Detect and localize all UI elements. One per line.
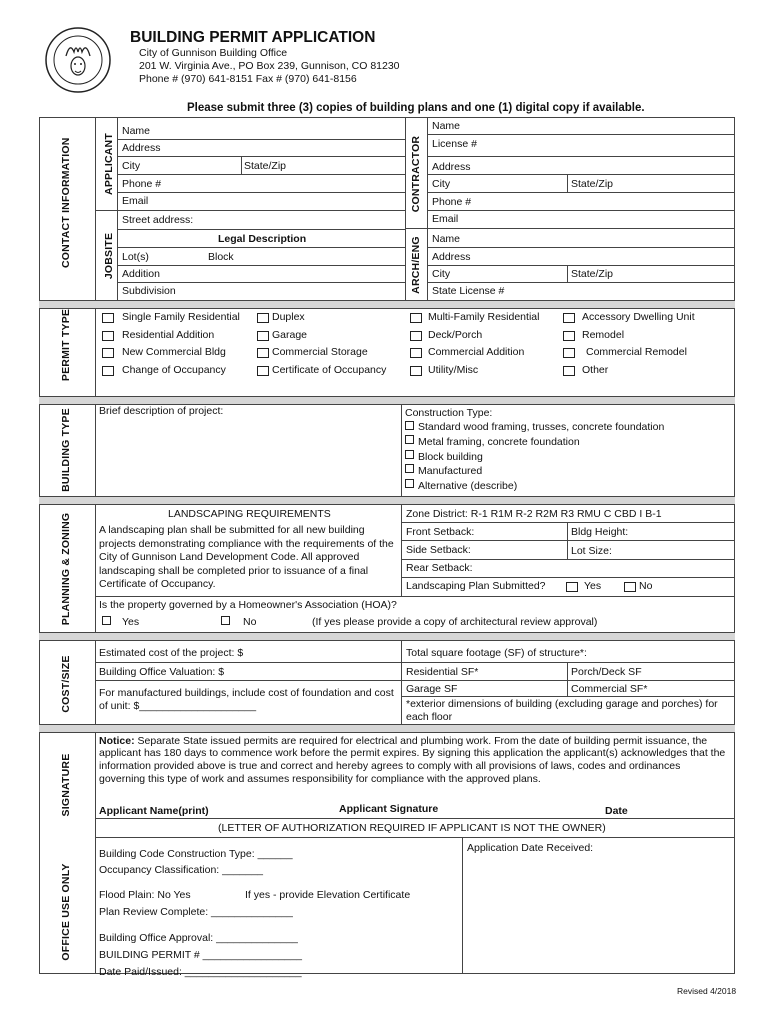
- applicant-label: APPLICANT: [103, 133, 115, 195]
- manufactured-cost-text: For manufactured buildings, include cost of foundation and cost: [99, 687, 394, 699]
- applicant-phone-field[interactable]: Phone #: [122, 178, 162, 190]
- office-approval: Building Office Approval: ______________: [99, 932, 298, 944]
- contractor-email-field[interactable]: Email: [432, 213, 459, 225]
- checkbox-hoa-yes[interactable]: [102, 616, 111, 625]
- section-label-cost: COST/SIZE: [60, 655, 72, 713]
- contractor-label: CONTRACTOR: [410, 135, 422, 213]
- office-address: 201 W. Virginia Ave., PO Box 239, Gunnison, CO 81230: [139, 60, 400, 72]
- applicant-address-field[interactable]: Address: [122, 142, 161, 154]
- checkbox-wood-framing[interactable]: [405, 421, 414, 430]
- section-label-building: BUILDING TYPE: [60, 408, 72, 492]
- office-flood-plain: Flood Plain: No Yes: [99, 889, 191, 901]
- applicant-email-field[interactable]: Email: [122, 195, 149, 207]
- permit-option-label: Commercial Remodel: [586, 346, 687, 358]
- checkbox-landscaping-no[interactable]: [624, 582, 636, 592]
- checkbox-single-family[interactable]: [102, 313, 114, 323]
- construction-option: Standard wood framing, trusses, concrete foundation: [418, 421, 665, 433]
- brief-description-label: Brief description of project:: [99, 405, 224, 417]
- hoa-yes-label: Yes: [122, 616, 140, 628]
- office-permit-number: BUILDING PERMIT # _________________: [99, 949, 302, 961]
- applicant-city-field[interactable]: City: [122, 160, 141, 172]
- jobsite-block-field[interactable]: Block: [208, 251, 234, 263]
- page-title: BUILDING PERMIT APPLICATION: [130, 29, 376, 46]
- contractor-phone-field[interactable]: Phone #: [432, 196, 472, 208]
- side-setback-field[interactable]: Side Setback:: [406, 544, 471, 556]
- applicant-signature-label[interactable]: Applicant Signature: [339, 803, 439, 815]
- permit-option-label: New Commercial Bldg: [122, 346, 226, 358]
- landscaping-yes-label: Yes: [584, 580, 602, 592]
- section-label-office: OFFICE USE ONLY: [60, 863, 72, 961]
- section-divider: [39, 632, 735, 641]
- permit-option-label: Garage: [272, 329, 308, 341]
- checkbox-garage[interactable]: [257, 331, 269, 341]
- bldg-height-field[interactable]: Bldg Height:: [571, 526, 629, 538]
- section-divider: [39, 496, 735, 505]
- legal-description-label: Legal Description: [218, 233, 307, 245]
- section-divider: [39, 396, 735, 405]
- section-divider: [39, 300, 735, 309]
- checkbox-alternative[interactable]: [405, 479, 414, 488]
- checkbox-utility-misc[interactable]: [410, 366, 422, 376]
- porch-sf-field[interactable]: Porch/Deck SF: [571, 666, 642, 678]
- revised-date: Revised 4/2018: [677, 986, 737, 996]
- permit-option-label: Accessory Dwelling Unit: [582, 311, 695, 323]
- landscaping-submitted-label: Landscaping Plan Submitted?: [406, 580, 546, 592]
- permit-option-label: Other: [582, 364, 609, 376]
- zone-district-field[interactable]: Zone District: R-1 R1M R-2 R2M R3 RMU C CBD I B-1: [406, 508, 662, 520]
- checkbox-landscaping-yes[interactable]: [566, 582, 578, 592]
- landscaping-text: projects demonstrating compliance with the requirements of the: [99, 538, 394, 550]
- notice-line: applicant has 180 days to commence work before the permit expires. By signing this application the applicant(s) acknowledges that the: [99, 747, 726, 759]
- checkbox-deck-porch[interactable]: [410, 331, 422, 341]
- construction-type-label: Construction Type:: [405, 407, 493, 419]
- permit-option-label: Commercial Addition: [428, 346, 525, 358]
- notice-text: [99, 735, 733, 786]
- section-label-contact: CONTACT INFORMATION: [60, 137, 72, 268]
- checkbox-commercial-remodel[interactable]: [563, 348, 575, 358]
- arch-state-license-field[interactable]: State License #: [432, 285, 505, 297]
- permit-option-label: Multi-Family Residential: [428, 311, 540, 323]
- office-plan-review: Plan Review Complete: ______________: [99, 906, 293, 918]
- landscaping-no-label: No: [639, 580, 653, 592]
- checkbox-certificate-occupancy[interactable]: [257, 366, 269, 376]
- lot-size-field[interactable]: Lot Size:: [571, 545, 612, 557]
- office-phone: Phone # (970) 641-8151 Fax # (970) 641-8156: [139, 73, 357, 85]
- notice-line: governing this type of work and assumes responsibility for compliance with the approved plans.: [99, 773, 541, 785]
- applicant-name-print-label[interactable]: Applicant Name(print): [99, 805, 209, 817]
- contractor-address-field[interactable]: Address: [432, 161, 471, 173]
- jobsite-street-field[interactable]: Street address:: [122, 214, 194, 226]
- office-name: City of Gunnison Building Office: [139, 47, 288, 59]
- arch-address-field[interactable]: Address: [432, 251, 471, 263]
- checkbox-adu[interactable]: [563, 313, 575, 323]
- arch-state-zip-field[interactable]: State/Zip: [571, 268, 614, 280]
- checkbox-commercial-storage[interactable]: [257, 348, 269, 358]
- permit-option-label: Residential Addition: [122, 329, 215, 341]
- construction-option: Manufactured: [418, 465, 483, 477]
- checkbox-new-commercial[interactable]: [102, 348, 114, 358]
- estimated-cost-field[interactable]: Estimated cost of the project: $: [99, 647, 244, 659]
- construction-option: Alternative (describe): [418, 480, 518, 492]
- jobsite-label: JOBSITE: [103, 232, 115, 280]
- office-date-paid: Date Paid/Issued: ____________________: [99, 966, 302, 978]
- permit-option-label: Deck/Porch: [428, 329, 483, 341]
- authorization-notice: (LETTER OF AUTHORIZATION REQUIRED IF APPLICANT IS NOT THE OWNER): [218, 822, 606, 834]
- construction-option: Metal framing, concrete foundation: [418, 436, 580, 448]
- permit-option-label: Utility/Misc: [428, 364, 479, 376]
- commercial-sf-field[interactable]: Commercial SF*: [571, 683, 648, 695]
- rear-setback-field[interactable]: Rear Setback:: [406, 562, 473, 574]
- front-setback-field[interactable]: Front Setback:: [406, 526, 475, 538]
- total-sf-field[interactable]: Total square footage (SF) of structure*:: [406, 647, 587, 659]
- contractor-license-field[interactable]: License #: [432, 138, 477, 150]
- section-divider: [39, 724, 735, 733]
- hoa-note: (If yes please provide a copy of architectural review approval): [312, 616, 598, 628]
- checkbox-residential-addition[interactable]: [102, 331, 114, 341]
- applicant-state-zip-field[interactable]: State/Zip: [244, 160, 287, 172]
- contractor-name-field[interactable]: Name: [432, 120, 461, 132]
- checkbox-manufactured[interactable]: [405, 464, 414, 473]
- landscaping-title: LANDSCAPING REQUIREMENTS: [168, 508, 331, 520]
- notice-line: Separate State issued permits are required for electrical and plumbing work. From the date of building permit issuance, the: [134, 735, 708, 747]
- contractor-state-zip-field[interactable]: State/Zip: [571, 178, 614, 190]
- permit-option-label: Commercial Storage: [272, 346, 368, 358]
- hoa-no-label: No: [243, 616, 257, 628]
- landscaping-text: City of Gunnison Land Development Code. All approved: [99, 551, 360, 563]
- checkbox-block-building[interactable]: [405, 450, 414, 459]
- residential-sf-field[interactable]: Residential SF*: [406, 666, 479, 678]
- notice-line: information provided above is true and correct and hereby agrees to comply with all provisions of laws, codes and ordinances: [99, 760, 681, 772]
- office-elevation: If yes - provide Elevation Certificate: [245, 889, 411, 901]
- notice-label: Notice:: [99, 735, 135, 747]
- checkbox-change-occupancy[interactable]: [102, 366, 114, 376]
- landscaping-text: Certificate of Occupancy.: [99, 578, 216, 590]
- construction-option: Block building: [418, 451, 483, 463]
- landscaping-text: landscaping shall be completed prior to issuance of a final: [99, 565, 369, 577]
- section-label-signature: SIGNATURE: [60, 753, 72, 817]
- checkbox-commercial-addition[interactable]: [410, 348, 422, 358]
- contractor-city-field[interactable]: City: [432, 178, 451, 190]
- jobsite-subdivision-field[interactable]: Subdivision: [122, 285, 176, 297]
- checkbox-multi-family[interactable]: [410, 313, 422, 323]
- exterior-note: *exterior dimensions of building (excluding garage and porches) for: [406, 698, 718, 710]
- office-occupancy: Occupancy Classification: _______: [99, 864, 264, 876]
- checkbox-remodel[interactable]: [563, 331, 575, 341]
- permit-option-label: Change of Occupancy: [122, 364, 226, 376]
- checkbox-metal-framing[interactable]: [405, 435, 414, 444]
- seal-graphic: [44, 26, 112, 94]
- checkbox-duplex[interactable]: [257, 313, 269, 323]
- checkbox-hoa-no[interactable]: [221, 616, 230, 625]
- section-label-permit: PERMIT TYPE: [60, 308, 72, 382]
- valuation-field[interactable]: Building Office Valuation: $: [99, 666, 225, 678]
- permit-option-label: Duplex: [272, 311, 305, 323]
- jobsite-addition-field[interactable]: Addition: [122, 268, 160, 280]
- section-label-planning: PLANNING & ZONING: [60, 512, 72, 626]
- exterior-note: each floor: [406, 711, 453, 723]
- garage-sf-field[interactable]: Garage SF: [406, 683, 458, 695]
- checkbox-other[interactable]: [563, 366, 575, 376]
- city-seal: [44, 26, 112, 94]
- arch-label: ARCH/ENG: [410, 236, 422, 294]
- permit-option-label: Certificate of Occupancy: [272, 364, 387, 376]
- jobsite-lots-field[interactable]: Lot(s): [122, 251, 149, 263]
- arch-city-field[interactable]: City: [432, 268, 451, 280]
- office-application-date: Application Date Received:: [467, 842, 594, 854]
- permit-option-label: Remodel: [582, 329, 625, 341]
- signature-date-label[interactable]: Date: [605, 805, 628, 817]
- applicant-name-field[interactable]: Name: [122, 125, 151, 137]
- office-construction-type: Building Code Construction Type: ______: [99, 848, 293, 860]
- manufactured-cost-field[interactable]: of unit: $____________________: [99, 700, 257, 712]
- submit-notice: Please submit three (3) copies of building plans and one (1) digital copy if available.: [187, 102, 645, 114]
- arch-name-field[interactable]: Name: [432, 233, 461, 245]
- hoa-question: Is the property governed by a Homeowner's Association (HOA)?: [99, 599, 397, 611]
- landscaping-text: A landscaping plan shall be submitted for all new building: [99, 524, 365, 536]
- permit-option-label: Single Family Residential: [122, 311, 240, 323]
